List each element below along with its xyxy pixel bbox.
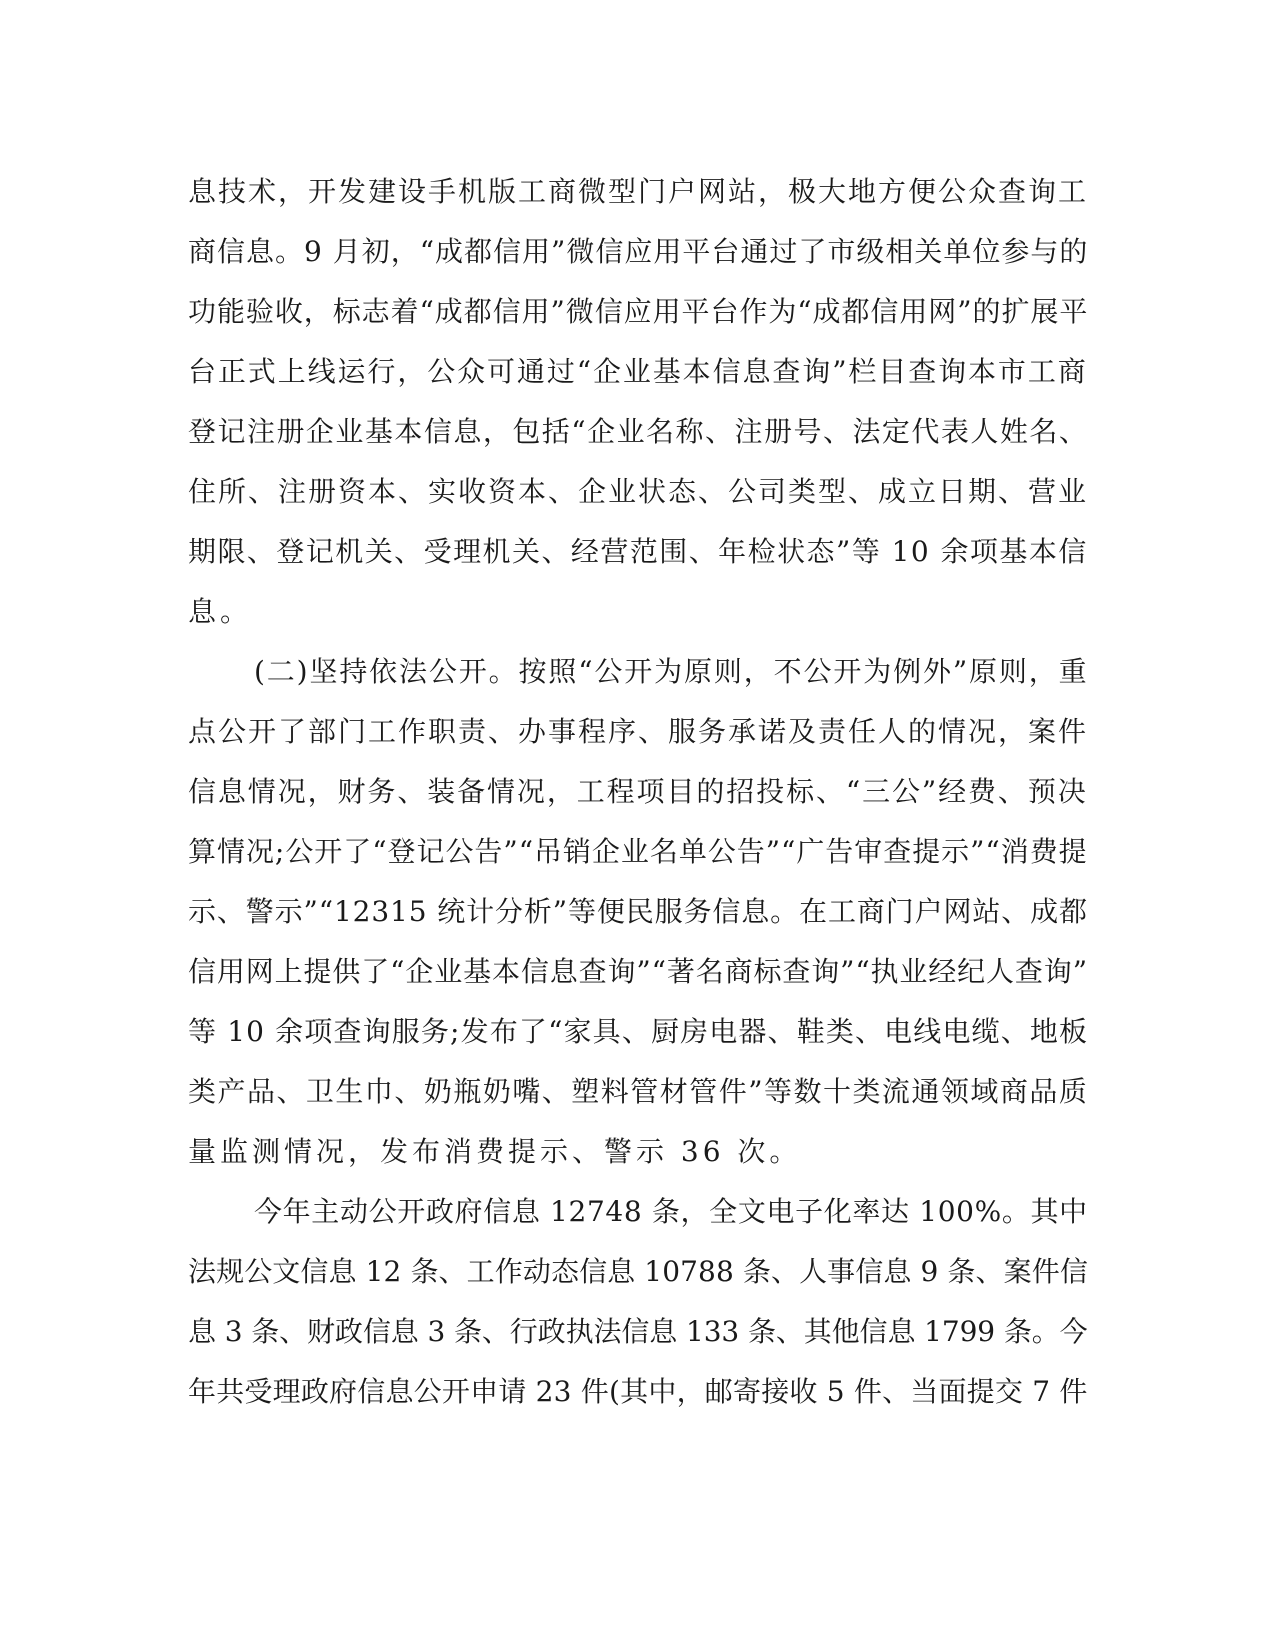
- paragraph-start-line: 今年主动公开政府信息 12748 条，全文电子化率达 100%。其中: [254, 1195, 1088, 1228]
- text-line: 算情况;公开了“登记公告”“吊销企业名单公告”“广告审查提示”“消费提: [188, 835, 1088, 868]
- text-line: 法规公文信息 12 条、工作动态信息 10788 条、人事信息 9 条、案件信: [188, 1255, 1088, 1288]
- text-line: 商信息。9 月初，“成都信用”微信应用平台通过了市级相关单位参与的: [188, 235, 1089, 268]
- text-line: 示、警示”“12315 统计分析”等便民服务信息。在工商门户网站、成都: [188, 895, 1088, 928]
- text-line: 信息情况，财务、装备情况，工程项目的招投标、“三公”经费、预决: [188, 775, 1088, 808]
- text-line: 期限、登记机关、受理机关、经营范围、年检状态”等 10 余项基本信: [188, 535, 1088, 568]
- body-text: [188, 162, 1088, 1422]
- text-line: 量监测情况，发布消费提示、警示 36 次。: [188, 1135, 802, 1168]
- text-line: 信用网上提供了“企业基本信息查询”“著名商标查询”“执业经纪人查询”: [188, 955, 1088, 988]
- text-line: 点公开了部门工作职责、办事程序、服务承诺及责任人的情况，案件: [188, 715, 1089, 748]
- text-line: 类产品、卫生巾、奶瓶奶嘴、塑料管材管件”等数十类流通领域商品质: [188, 1075, 1089, 1108]
- text-line: 登记注册企业基本信息，包括“企业名称、注册号、法定代表人姓名、: [188, 415, 1089, 448]
- text-line: 住所、注册资本、实收资本、企业状态、公司类型、成立日期、营业: [188, 475, 1089, 508]
- paragraph-start-line: (二)坚持依法公开。按照“公开为原则，不公开为例外”原则，重: [254, 655, 1089, 688]
- text-line: 息技术，开发建设手机版工商微型门户网站，极大地方便公众查询工: [188, 175, 1089, 208]
- text-line: 等 10 余项查询服务;发布了“家具、厨房电器、鞋类、电线电缆、地板: [188, 1015, 1089, 1048]
- text-line: 年共受理政府信息公开申请 23 件(其中，邮寄接收 5 件、当面提交 7 件: [188, 1375, 1088, 1408]
- text-line: 台正式上线运行，公众可通过“企业基本信息查询”栏目查询本市工商: [188, 355, 1088, 388]
- text-line: 功能验收，标志着“成都信用”微信应用平台作为“成都信用网”的扩展平: [188, 295, 1089, 328]
- text-line: 息。: [188, 595, 253, 628]
- text-line: 息 3 条、财政信息 3 条、行政执法信息 133 条、其他信息 1799 条。今: [188, 1315, 1088, 1348]
